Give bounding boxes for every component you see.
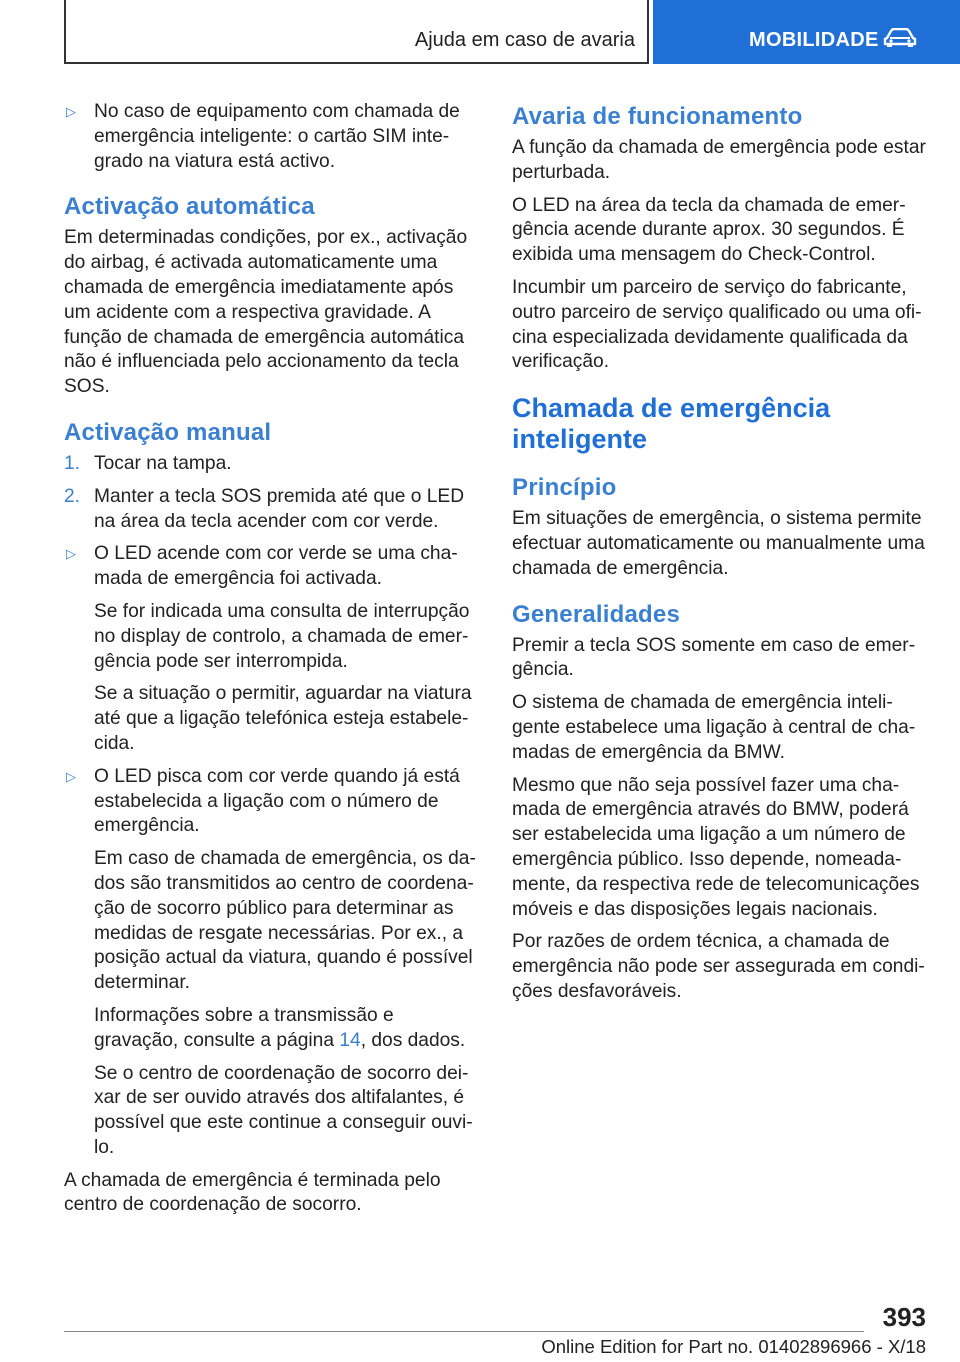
car-icon bbox=[883, 28, 917, 48]
malfunction-p1: A função da chamada de emergência pode estar perturbada. bbox=[512, 137, 926, 183]
page-number: 393 bbox=[882, 1302, 926, 1332]
triangle-bullet-icon: ▷ bbox=[66, 768, 76, 784]
principle-text: Em situações de emergência, o sistema permite efectuar automaticamente ou manualmente uma chamada de emergência. bbox=[512, 508, 925, 579]
smart-call-heading: Chamada de emergência inteligente bbox=[512, 393, 831, 455]
malfunction-p3: Incumbir um parceiro de serviço do fabricante, outro parceiro de serviço qualificado ou uma oficina especializada devidamente qualificada da verificação. bbox=[512, 276, 922, 373]
left-column bbox=[64, 100, 478, 1226]
general-p4: Por razões de ordem técnica, a chamada de emergência não pode ser assegurada em condições desfavoráveis. bbox=[512, 931, 925, 1002]
principle-heading: Princípio bbox=[512, 474, 617, 502]
section-title: Ajuda em caso de avaria bbox=[414, 29, 635, 51]
info-text-after: , dos dados. bbox=[360, 1029, 466, 1051]
step-text: Tocar na tampa. bbox=[94, 452, 232, 474]
interrupt-paragraph: Se for indicada uma consulta de interrupção no display de controlo, a chamada de emergência pode ser interrompida. bbox=[94, 600, 470, 672]
footer-divider bbox=[64, 1331, 864, 1332]
manual-activation-heading: Activação manual bbox=[64, 418, 272, 446]
triangle-bullet-icon: ▷ bbox=[66, 104, 76, 119]
chapter-tab bbox=[653, 0, 960, 64]
step-number: 2. bbox=[64, 485, 81, 507]
triangle-bullet-icon: ▷ bbox=[66, 546, 76, 562]
led-blink-bullet bbox=[64, 765, 478, 839]
malfunction-p2: O LED na área da tecla da chamada de emergência acende durante aprox. 30 segundos. É exibida uma mensagem do Check-Control. bbox=[512, 194, 906, 266]
step-item bbox=[64, 485, 478, 535]
auto-activation-heading: Activação automática bbox=[64, 193, 315, 221]
general-p3: Mesmo que não seja possível fazer uma chamada de emergência através do BMW, poderá ser estabelecida uma ligação a um número de emergência público. Isso depende, nomeadamente, da respectiva rede de telecomunicações móveis e das disposições legais nacionais. bbox=[512, 774, 920, 920]
data-transmission-paragraph: Em caso de chamada de emergência, os dados são transmitidos ao centro de coordenação de socorro público para determinar as medidas de resgate necessárias. Por ex., a posição actual da viatura, quando é possível determinar. bbox=[94, 848, 476, 994]
general-heading: Generalidades bbox=[512, 600, 681, 628]
auto-activation-text: Em determinadas condições, por ex., activação do airbag, é activada automaticamente uma chamada de emergência imediatamente após um acidente com a respectiva gravidade. A função de chamada de emergência automática não é influenciada pelo accionamento da tecla SOS. bbox=[64, 227, 468, 398]
led-green-text: O LED acende com cor verde se uma chamada de emergência foi activada. bbox=[94, 543, 458, 590]
wait-paragraph: Se a situação o permitir, aguardar na viatura até que a ligação telefónica esteja estabelecida. bbox=[94, 683, 472, 754]
general-p2: O sistema de chamada de emergência inteligente estabelece uma ligação à central de chamadas de emergência da BMW. bbox=[512, 692, 916, 763]
chapter-label: MOBILIDADE bbox=[749, 29, 879, 51]
step-number: 1. bbox=[64, 452, 81, 474]
intro-bullet-text: No caso de equipamento com chamada de emergência inteligente: o cartão SIM integrado na viatura está activo. bbox=[94, 101, 460, 172]
intro-bullet bbox=[64, 100, 478, 174]
speaker-paragraph: Se o centro de coordenação de socorro deixar de ser ouvido através dos altifalantes, é possível que este continue a conseguir ouvi-lo. bbox=[94, 1062, 473, 1158]
info-paragraph bbox=[64, 1004, 478, 1054]
closing-paragraph: A chamada de emergência é terminada pelo centro de coordenação de socorro. bbox=[64, 1169, 441, 1216]
led-green-bullet bbox=[64, 542, 478, 592]
right-column bbox=[512, 100, 926, 1013]
step-text: Manter a tecla SOS premida até que o LED na área da tecla acender com cor verde. bbox=[94, 485, 465, 532]
step-item bbox=[64, 452, 478, 477]
malfunction-heading: Avaria de funcionamento bbox=[512, 103, 803, 130]
led-blink-text: O LED pisca com cor verde quando já está estabelecida a ligação com o número de emergência. bbox=[94, 765, 460, 837]
info-text-before: Informações sobre a transmissão e gravação, consulte a página bbox=[94, 1004, 394, 1051]
general-p1: Premir a tecla SOS somente em caso de emergência. bbox=[512, 634, 916, 681]
page-link[interactable]: 14 bbox=[339, 1029, 361, 1051]
edition-footer: Online Edition for Part no. 01402896966 - X/18 bbox=[541, 1336, 926, 1357]
header-frame bbox=[64, 0, 649, 64]
